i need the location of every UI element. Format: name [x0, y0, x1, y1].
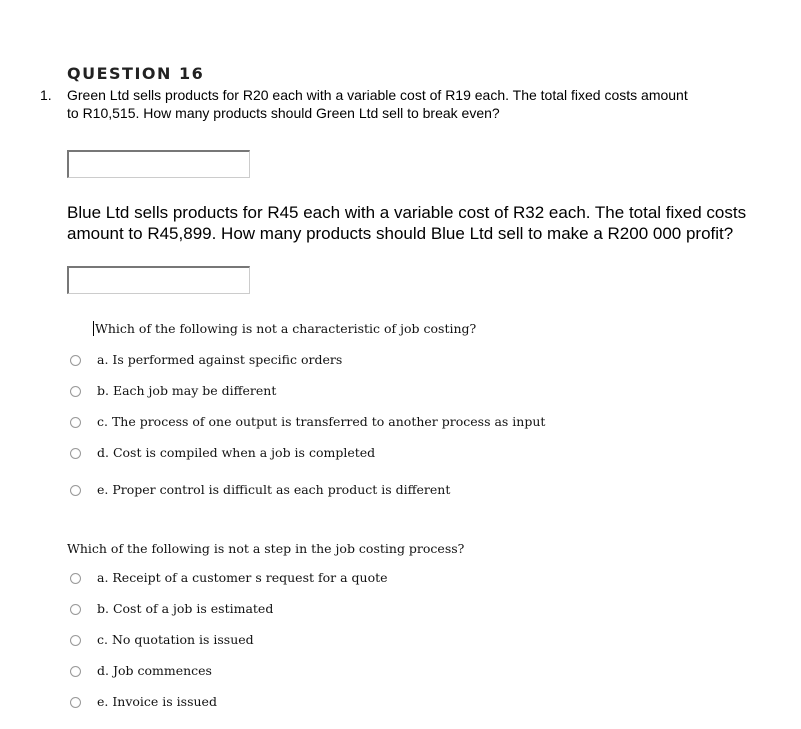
radio-button[interactable]: [70, 666, 81, 677]
radio-button[interactable]: [70, 604, 81, 615]
option-label: d. Cost is compiled when a job is completed: [97, 445, 376, 460]
q2-text: Blue Ltd sells products for R45 each with a variable cost of R32 each. The total fixed costs amount to R45,899. How many products should Blue Ltd sell to make a R200 000 profit?: [67, 203, 747, 243]
option-label: b. Cost of a job is estimated: [97, 601, 274, 616]
option-label: c. The process of one output is transferred to another process as input: [97, 414, 546, 429]
radio-button[interactable]: [70, 573, 81, 584]
q1-text-line2: to R10,515. How many products should Green Ltd sell to break even?: [67, 105, 500, 121]
q4-question: Which of the following is not a step in the job costing process?: [67, 541, 465, 556]
radio-button[interactable]: [70, 697, 81, 708]
radio-button[interactable]: [70, 417, 81, 428]
question-title: QUESTION 16: [67, 64, 205, 83]
radio-button[interactable]: [70, 355, 81, 366]
q3-question: Which of the following is not a characteristic of job costing?: [95, 321, 477, 336]
q2-answer-input[interactable]: [67, 266, 250, 294]
option-label: e. Invoice is issued: [97, 694, 217, 709]
option-label: a. Is performed against specific orders: [97, 352, 343, 367]
option-label: d. Job commences: [97, 663, 212, 678]
option-label: b. Each job may be different: [97, 383, 277, 398]
radio-button[interactable]: [70, 448, 81, 459]
q1-text-line1: Green Ltd sells products for R20 each with a variable cost of R19 each. The total fixed costs amount: [67, 87, 688, 103]
radio-button[interactable]: [70, 635, 81, 646]
radio-button[interactable]: [70, 386, 81, 397]
q1-answer-input[interactable]: [67, 150, 250, 178]
option-label: a. Receipt of a customer s request for a quote: [97, 570, 388, 585]
question-number: 1.: [40, 87, 52, 103]
radio-button[interactable]: [70, 485, 81, 496]
option-label: c. No quotation is issued: [97, 632, 254, 647]
option-label: e. Proper control is difficult as each product is different: [97, 482, 451, 497]
